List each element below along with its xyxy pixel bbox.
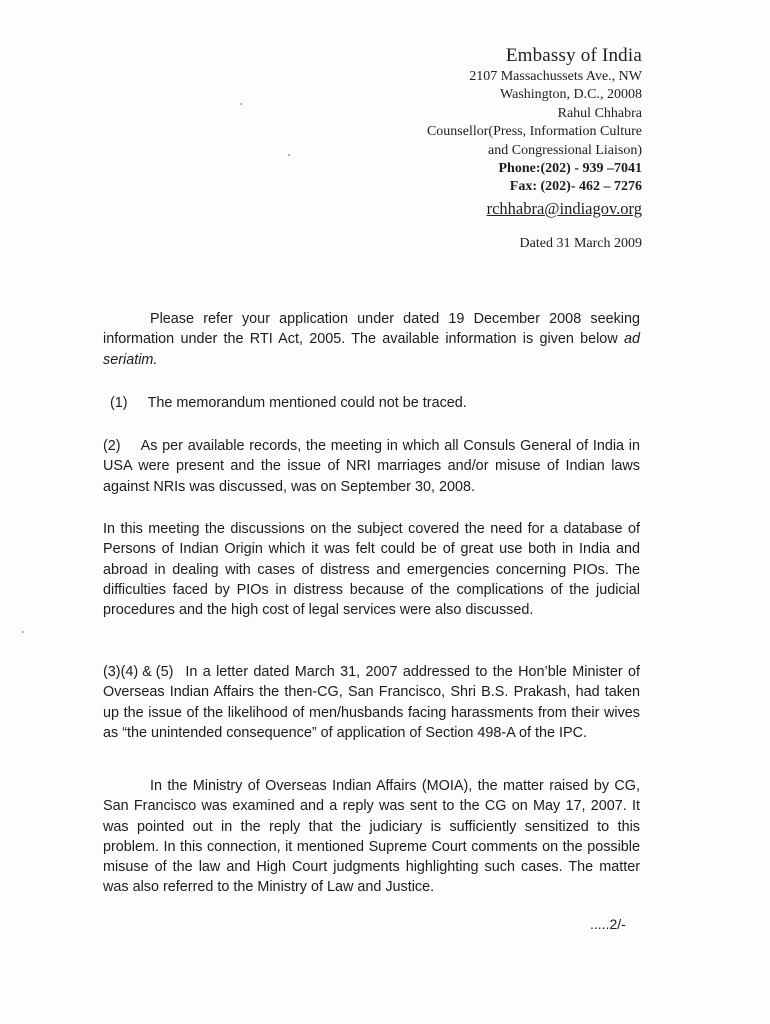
item-3-4-5-text: In a letter dated March 31, 2007 addressed to the Hon’ble Minister of Overseas Indian Affairs the then-CG, San Francisco, Shri B.S. Prakash, had taken up the issue of the likelihood of men/husbands facing harassments from their wives as “the unintended consequence” of application of Section 498-A of the IPC. <box>103 664 640 741</box>
scan-speck <box>288 154 290 156</box>
item-1-number: (1) <box>110 395 128 411</box>
fax-number: Fax: (202)- 462 – 7276 <box>509 179 642 195</box>
intro-text: Please refer your application under dated 19 December 2008 seeking information under the RTI Act, 2005. The available information is given below <box>103 311 640 348</box>
letterhead <box>427 44 642 253</box>
scan-speck <box>22 631 24 633</box>
sender-title-2: and Congressional Liaison) <box>488 142 642 158</box>
address-line-2: Washington, D.C., 20008 <box>500 87 642 103</box>
item-2-followup <box>103 519 640 620</box>
moia-paragraph <box>103 776 640 898</box>
letter-date: Dated 31 March 2009 <box>519 235 642 251</box>
item-1-text: The memorandum mentioned could not be traced. <box>147 395 467 411</box>
item-3-4-5-number: (3)(4) & (5) <box>103 664 174 680</box>
item-3-4-5 <box>103 662 640 743</box>
item-2-number: (2) <box>103 438 121 454</box>
sender-title-1: Counsellor(Press, Information Culture <box>426 124 642 140</box>
scan-speck <box>240 103 242 105</box>
phone-number: Phone:(202) - 939 –7041 <box>498 161 642 177</box>
moia-text: In the Ministry of Overseas Indian Affairs (MOIA), the matter raised by CG, San Francisco was examined and a reply was sent to the CG on May 17, 2007. It was pointed out in the reply that the judiciary is sufficiently sensitized to this problem. In this connection, it mentioned Supreme Court comments on the possible misuse of the law and High Court judgments highlighting such cases. The matter was also referred to the Ministry of Law and Justice. <box>103 778 640 896</box>
item-2-followup-text: In this meeting the discussions on the subject covered the need for a database of Persons of Indian Origin which it was felt could be of great use both in India and abroad in dealing with cases of distress and emergencies concerning PIOs. The difficulties faced by PIOs in distress because of the complications of the judicial procedures and the high cost of legal services were also discussed. <box>103 521 640 619</box>
item-2 <box>103 436 640 497</box>
page-continuation-marker: .....2/- <box>590 916 626 932</box>
email-address: rchhabra@indiagov.org <box>486 198 642 218</box>
intro-italic-text: ad seriatim. <box>103 331 640 368</box>
item-2-text: As per available records, the meeting in which all Consuls General of India in USA were present and the issue of NRI marriages and/or misuse of Indian laws against NRIs was discussed, was on September 30, 2008. <box>103 438 640 495</box>
address-line-1: 2107 Massachussets Ave., NW <box>469 69 642 84</box>
embassy-name: Embassy of India <box>505 45 642 66</box>
sender-name: Rahul Chhabra <box>557 105 642 121</box>
intro-paragraph <box>103 309 640 370</box>
item-1 <box>110 393 640 413</box>
